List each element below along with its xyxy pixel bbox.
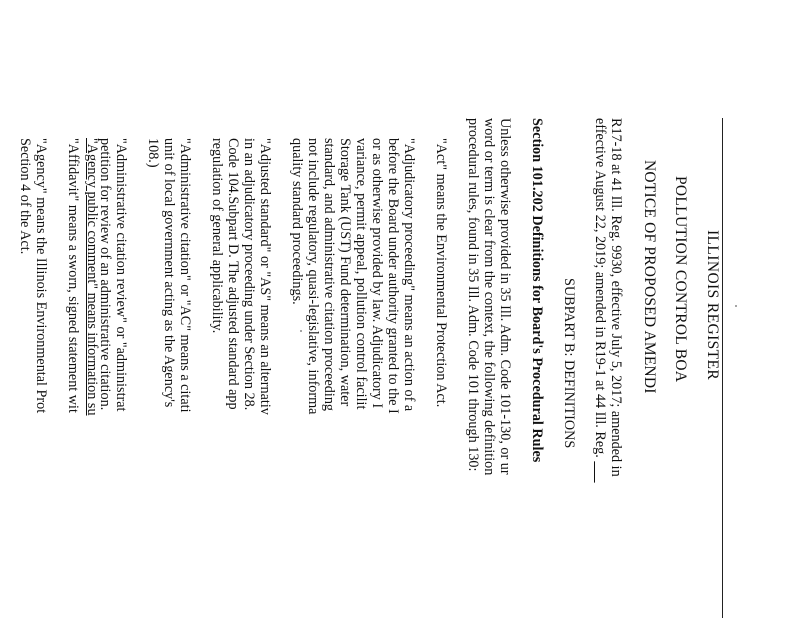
def-administrative-citation: unit of local government acting as the Agency's: [161, 138, 177, 408]
def-adjusted-standard: "Adjusted standard" or "AS" means an alternativ: [257, 138, 273, 415]
def-agency-public-comment: [84, 118, 100, 618]
rotated-content: [17, 118, 721, 618]
def-ac-review: "Administrative citation review" or "administrat: [113, 138, 129, 412]
intro-line: word or term is clear from the context, the following definition: [481, 118, 497, 476]
def-act: "Act" means the Environmental Protection Act.: [433, 138, 449, 408]
def-affidavit: "Affidavit" means a sworn, signed statement wit: [65, 138, 81, 413]
def-adjudicatory: standard, and administrative citation proceeding: [321, 138, 337, 412]
intro-line: Unless otherwise provided in 35 Ill. Adm. Code 101-130, or ur: [497, 118, 513, 475]
history-line-1: R17-18 at 41 Ill. Reg. 9930, effective July 5, 2017; amended in: [608, 118, 624, 477]
def-ac-review: petition for review of an administrative citation.: [97, 138, 113, 411]
scan-speck: [735, 305, 737, 307]
def-administrative-citation: "Administrative citation" or "AC" means a citati: [177, 138, 193, 413]
agency-name: POLLUTION CONTROL BOA: [672, 176, 689, 383]
notice-title: NOTICE OF PROPOSED AMENDI: [641, 160, 658, 394]
def-adjusted-standard: in an adjudicatory proceeding under Section 28.: [241, 138, 257, 411]
def-agency: "Agency" means the Illinois Environmental Prot: [33, 138, 49, 414]
register-title: ILLINOIS REGISTER: [704, 230, 721, 381]
section-heading: Section 101.202 Definitions for Board's Procedural Rules: [529, 118, 545, 463]
def-agency: Section 4 of the Act.: [17, 138, 33, 255]
def-adjudicatory: before the Board under authority granted to the I: [385, 138, 401, 414]
def-administrative-citation: 108.): [145, 138, 161, 168]
subpart-heading: SUBPART B: DEFINITIONS: [561, 278, 577, 449]
def-adjudicatory: "Adjudicatory proceeding" means an action of a: [401, 138, 417, 412]
def-agency-public-comment-text: "Agency public comment" means information su: [84, 138, 100, 416]
def-adjudicatory: Storage Tank (UST) Fund determination, water: [337, 138, 353, 407]
def-adjudicatory: quality standard proceedings.: [289, 138, 305, 305]
def-adjusted-standard: Code 104.Subpart D. The adjusted standard app: [225, 138, 241, 410]
def-adjudicatory: not include regulatory, quasi-legislative, informa: [305, 138, 321, 415]
def-adjudicatory: variance, permit appeal, pollution control facilit: [353, 138, 369, 410]
def-adjusted-standard: regulation of general applicability.: [209, 138, 225, 334]
scan-speck: [300, 330, 302, 332]
def-adjudicatory: or as otherwise provided by law. Adjudicatory I: [369, 138, 385, 409]
header-rule: [722, 118, 723, 618]
history-line-2: effective August 22, 2019; amended in R19-1 at 44 Ill. Reg.: [592, 118, 608, 483]
intro-line: procedural rules, found in 35 Ill. Adm. Code 101 through 130:: [465, 118, 481, 472]
history-blank: [592, 461, 608, 482]
